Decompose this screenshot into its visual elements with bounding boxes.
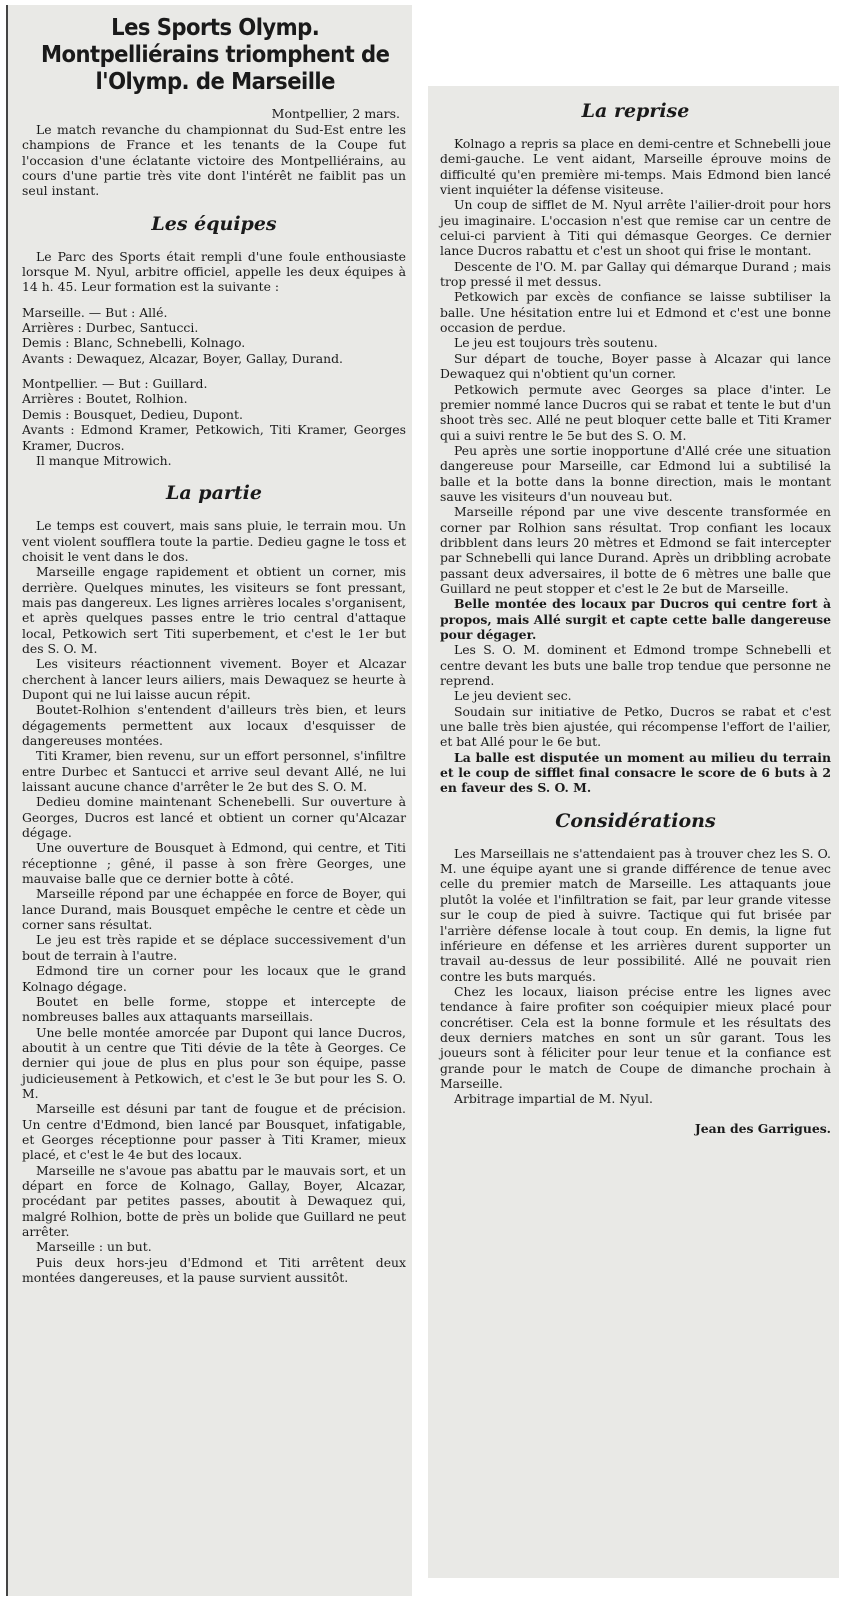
- paragraph: Les S. O. M. dominent et Edmond trompe Schnebelli et centre devant les buts une balle trop tendue que personne ne reprend.: [440, 642, 831, 689]
- article-column-right: [428, 86, 839, 1578]
- partie-body: [22, 518, 406, 1285]
- paragraph: Les visiteurs réactionnent vivement. Boyer et Alcazar cherchent à lancer leurs ailiers, mais Dewaquez se heurte à Dupont qui ne lui laisse aucun répit.: [22, 656, 406, 702]
- team-line: Marseille. — But : Allé.: [22, 304, 168, 320]
- section-heading-equipes: Les équipes: [151, 212, 277, 235]
- team-montpellier: [22, 376, 406, 468]
- paragraph: Une belle montée amorcée par Dupont qui lance Ducros, aboutit à un centre que Titi dévie de la tête à Georges. Ce dernier qui joue de plus en plus pour son équipe, passe judicieusement à Petkowich, et c'est le 3e but pour les S. O. M.: [22, 1024, 406, 1101]
- considerations-body: [440, 846, 831, 1107]
- paragraph: Arbitrage impartial de M. Nyul.: [454, 1091, 653, 1107]
- paragraph: Les Marseillais ne s'attendaient pas à trouver chez les S. O. M. une équipe ayant une si grande différence de tenue avec celle du premier match de Marseille. Les attaquants joue plutôt la volée et l'infiltration se fait, par leur grande vitesse sur le coup de pied à suivre. Tactique qui fut brisée par l'arrière défense locale à tout coup. En demis, la ligne fut inférieure en défense et les arrières durent supporter un travail au-dessus de leur possibilité. Allé ne pouvait rien contre les buts marqués.: [440, 845, 831, 984]
- paragraph: Marseille est désuni par tant de fougue et de précision. Un centre d'Edmond, bien lancé par Bousquet, infatigable, et Georges réceptionne pour passer à Titi Kramer, mieux placé, et c'est le 4e but des locaux.: [22, 1101, 406, 1163]
- team-line: Demis : Bousquet, Dedieu, Dupont.: [22, 406, 243, 422]
- paragraph: Boutet en belle forme, stoppe et intercepte de nombreuses balles aux attaquants marseillais.: [22, 993, 406, 1025]
- paragraph: La balle est disputée un moment au milieu du terrain et le coup de sifflet final consacre le score de 6 buts à 2 en faveur des S. O. M.: [440, 749, 831, 796]
- article-column-left: [6, 5, 412, 1596]
- dateline: Montpellier, 2 mars.: [271, 106, 400, 121]
- section-heading-considerations: Considérations: [555, 809, 716, 832]
- team-line: Demis : Blanc, Schnebelli, Kolnago.: [22, 335, 246, 351]
- paragraph: Une ouverture de Bousquet à Edmond, qui centre, et Titi réceptionne ; gêné, il passe à son frère Georges, une mauvaise balle que ce dernier botte à côté.: [22, 840, 406, 887]
- section-heading-reprise: La reprise: [581, 100, 690, 122]
- paragraph: Le jeu devient sec.: [454, 688, 572, 704]
- paragraph: Marseille répond par une vive descente transformée en corner par Rolhion sans résultat. Trop confiant les locaux dribblent dans leurs 20 mètres et Edmond se fait intercepter par Schnebelli qui lance Durand. Après un dribbling acrobate passant deux adversaires, il botte de 6 mètres une balle que Guillard ne peut stopper et c'est le 2e but de Marseille.: [440, 504, 831, 596]
- paragraph: Marseille : un but.: [36, 1239, 152, 1255]
- paragraph: Petkowich permute avec Georges sa place d'inter. Le premier nommé lance Ducros qui se rabat et tente le but d'un shoot très sec. Allé ne peut bloquer cette balle et Titi Kramer qui a suivi rentre le 5e but des S. O. M.: [440, 381, 831, 443]
- paragraph: Titi Kramer, bien revenu, sur un effort personnel, s'infiltre entre Durbec et Santucci et arrive seul devant Allé, ne lui laissant aucune chance d'arrêter le 2e but des S. O. M.: [22, 748, 406, 795]
- paragraph: Marseille ne s'avoue pas abattu par le mauvais sort, et un départ en force de Kolnago, Gallay, Boyer, Alcazar, procédant par petites passes, aboutit à Dewaquez qui, malgré Rolhion, botte de près un bolide que Guillard ne peut arrêter.: [22, 1162, 406, 1239]
- paragraph: Peu après une sortie inopportune d'Allé crée une situation dangereuse pour Marseille, car Edmond lui a subtilisé la balle et la botte dans la bonne direction, mais le montant sauve les visiteurs d'un nouveau but.: [440, 442, 831, 504]
- paragraph: Marseille engage rapidement et obtient un corner, mis derrière. Quelques minutes, les visiteurs se font pressant, mais pas dangereux. Les lignes arrières locales s'organisent, et après quelques passes entre le trio central d'attaque local, Petkowich sert Titi superbement, et c'est le 1er but des S. O. M.: [22, 564, 406, 656]
- section-heading-partie: La partie: [166, 482, 262, 505]
- paragraph: Le jeu est toujours très soutenu.: [454, 335, 658, 351]
- paragraph: Dedieu domine maintenant Schenebelli. Sur ouverture à Georges, Ducros est lancé et obtient un corner qu'Alcazar dégage.: [22, 794, 406, 841]
- team-line: Avants : Edmond Kramer, Petkowich, Titi Kramer, Georges Kramer, Ducros.: [22, 422, 406, 453]
- team-line: Arrières : Durbec, Santucci.: [22, 320, 199, 336]
- paragraph: Belle montée des locaux par Ducros qui centre fort à propos, mais Allé surgit et capte cette balle dangereuse pour dégager.: [440, 596, 831, 642]
- paragraph: Boutet-Rolhion s'entendent d'ailleurs très bien, et leurs dégagements permettent aux locaux d'esquisser de dangereuses montées.: [22, 702, 406, 748]
- reprise-body: [440, 136, 831, 796]
- equipes-intro: Le Parc des Sports était rempli d'une foule enthousiaste lorsque M. Nyul, arbitre officiel, appelle les deux équipes à 14 h. 45. Leur formation est la suivante :: [22, 248, 406, 295]
- paragraph: Le temps est couvert, mais sans pluie, le terrain mou. Un vent violent soufflera toute la partie. Dedieu gagne le toss et choisit le vent dans le dos.: [22, 518, 406, 564]
- paragraph: Petkowich par excès de confiance se laisse subtiliser la balle. Une hésitation entre lui et Edmond et c'est une bonne occasion de perdue.: [440, 289, 831, 336]
- paragraph: Un coup de sifflet de M. Nyul arrête l'ailier-droit pour hors jeu imaginaire. L'occasion n'est que remise car un centre de celui-ci parvient à Titi qui démasque Georges. Ce dernier lance Ducros rabattu et c'est un shoot qui frise le montant.: [440, 197, 831, 259]
- paragraph: Le jeu est très rapide et se déplace successivement d'un bout de terrain à l'autre.: [22, 932, 406, 963]
- team-marseille: [22, 305, 406, 366]
- paragraph: Edmond tire un corner pour les locaux que le grand Kolnago dégage.: [22, 963, 406, 994]
- team-line: Il manque Mitrowich.: [36, 452, 172, 468]
- paragraph: Soudain sur initiative de Petko, Ducros se rabat et c'est une balle très bien ajustée, qui récompense l'effort de l'ailier, et bat Allé pour le 6e but.: [440, 703, 831, 750]
- paragraph: Puis deux hors-jeu d'Edmond et Titi arrêtent deux montées dangereuses, et la pause survient aussitôt.: [22, 1254, 406, 1286]
- paragraph: Chez les locaux, liaison précise entre les lignes avec tendance à faire profiter son coéquipier mieux placé pour concrétiser. Cela est la bonne formule et les résultats des deux derniers matches en sont un sûr garant. Tous les joueurs sont à féliciter pour leur tenue et la confiance est grande pour le match de Coupe de dimanche prochain à Marseille.: [440, 983, 831, 1091]
- team-line: Arrières : Boutet, Rolhion.: [22, 391, 188, 407]
- team-line: Montpellier. — But : Guillard.: [22, 376, 208, 392]
- paragraph: Sur départ de touche, Boyer passe à Alcazar qui lance Dewaquez qui n'obtient qu'un corner.: [440, 350, 831, 382]
- team-line: Avants : Dewaquez, Alcazar, Boyer, Gallay, Durand.: [22, 350, 343, 366]
- intro-paragraph: Le match revanche du championnat du Sud-Est entre les champions de France et les tenants de la Coupe fut l'occasion d'une éclatante victoire des Montpelliérains, au cours d'une partie très vite dont l'intérêt ne faiblit pas un seul instant.: [22, 122, 406, 199]
- paragraph: Kolnago a repris sa place en demi-centre et Schnebelli joue demi-gauche. Le vent aidant, Marseille éprouve moins de difficulté qu'en première mi-temps. Mais Edmond bien lancé vient inquiéter la défense visiteuse.: [440, 136, 831, 198]
- headline: Les Sports Olymp. Montpelliérains triomphent de l'Olymp. de Marseille: [41, 15, 390, 95]
- paragraph: Descente de l'O. M. par Gallay qui démarque Durand ; mais trop pressé il met dessus.: [440, 258, 831, 290]
- paragraph: Marseille répond par une échappée en force de Boyer, qui lance Durand, mais Bousquet empêche le centre et cède un corner sans résultat.: [22, 886, 406, 933]
- author-signature: Jean des Garrigues.: [694, 1120, 831, 1136]
